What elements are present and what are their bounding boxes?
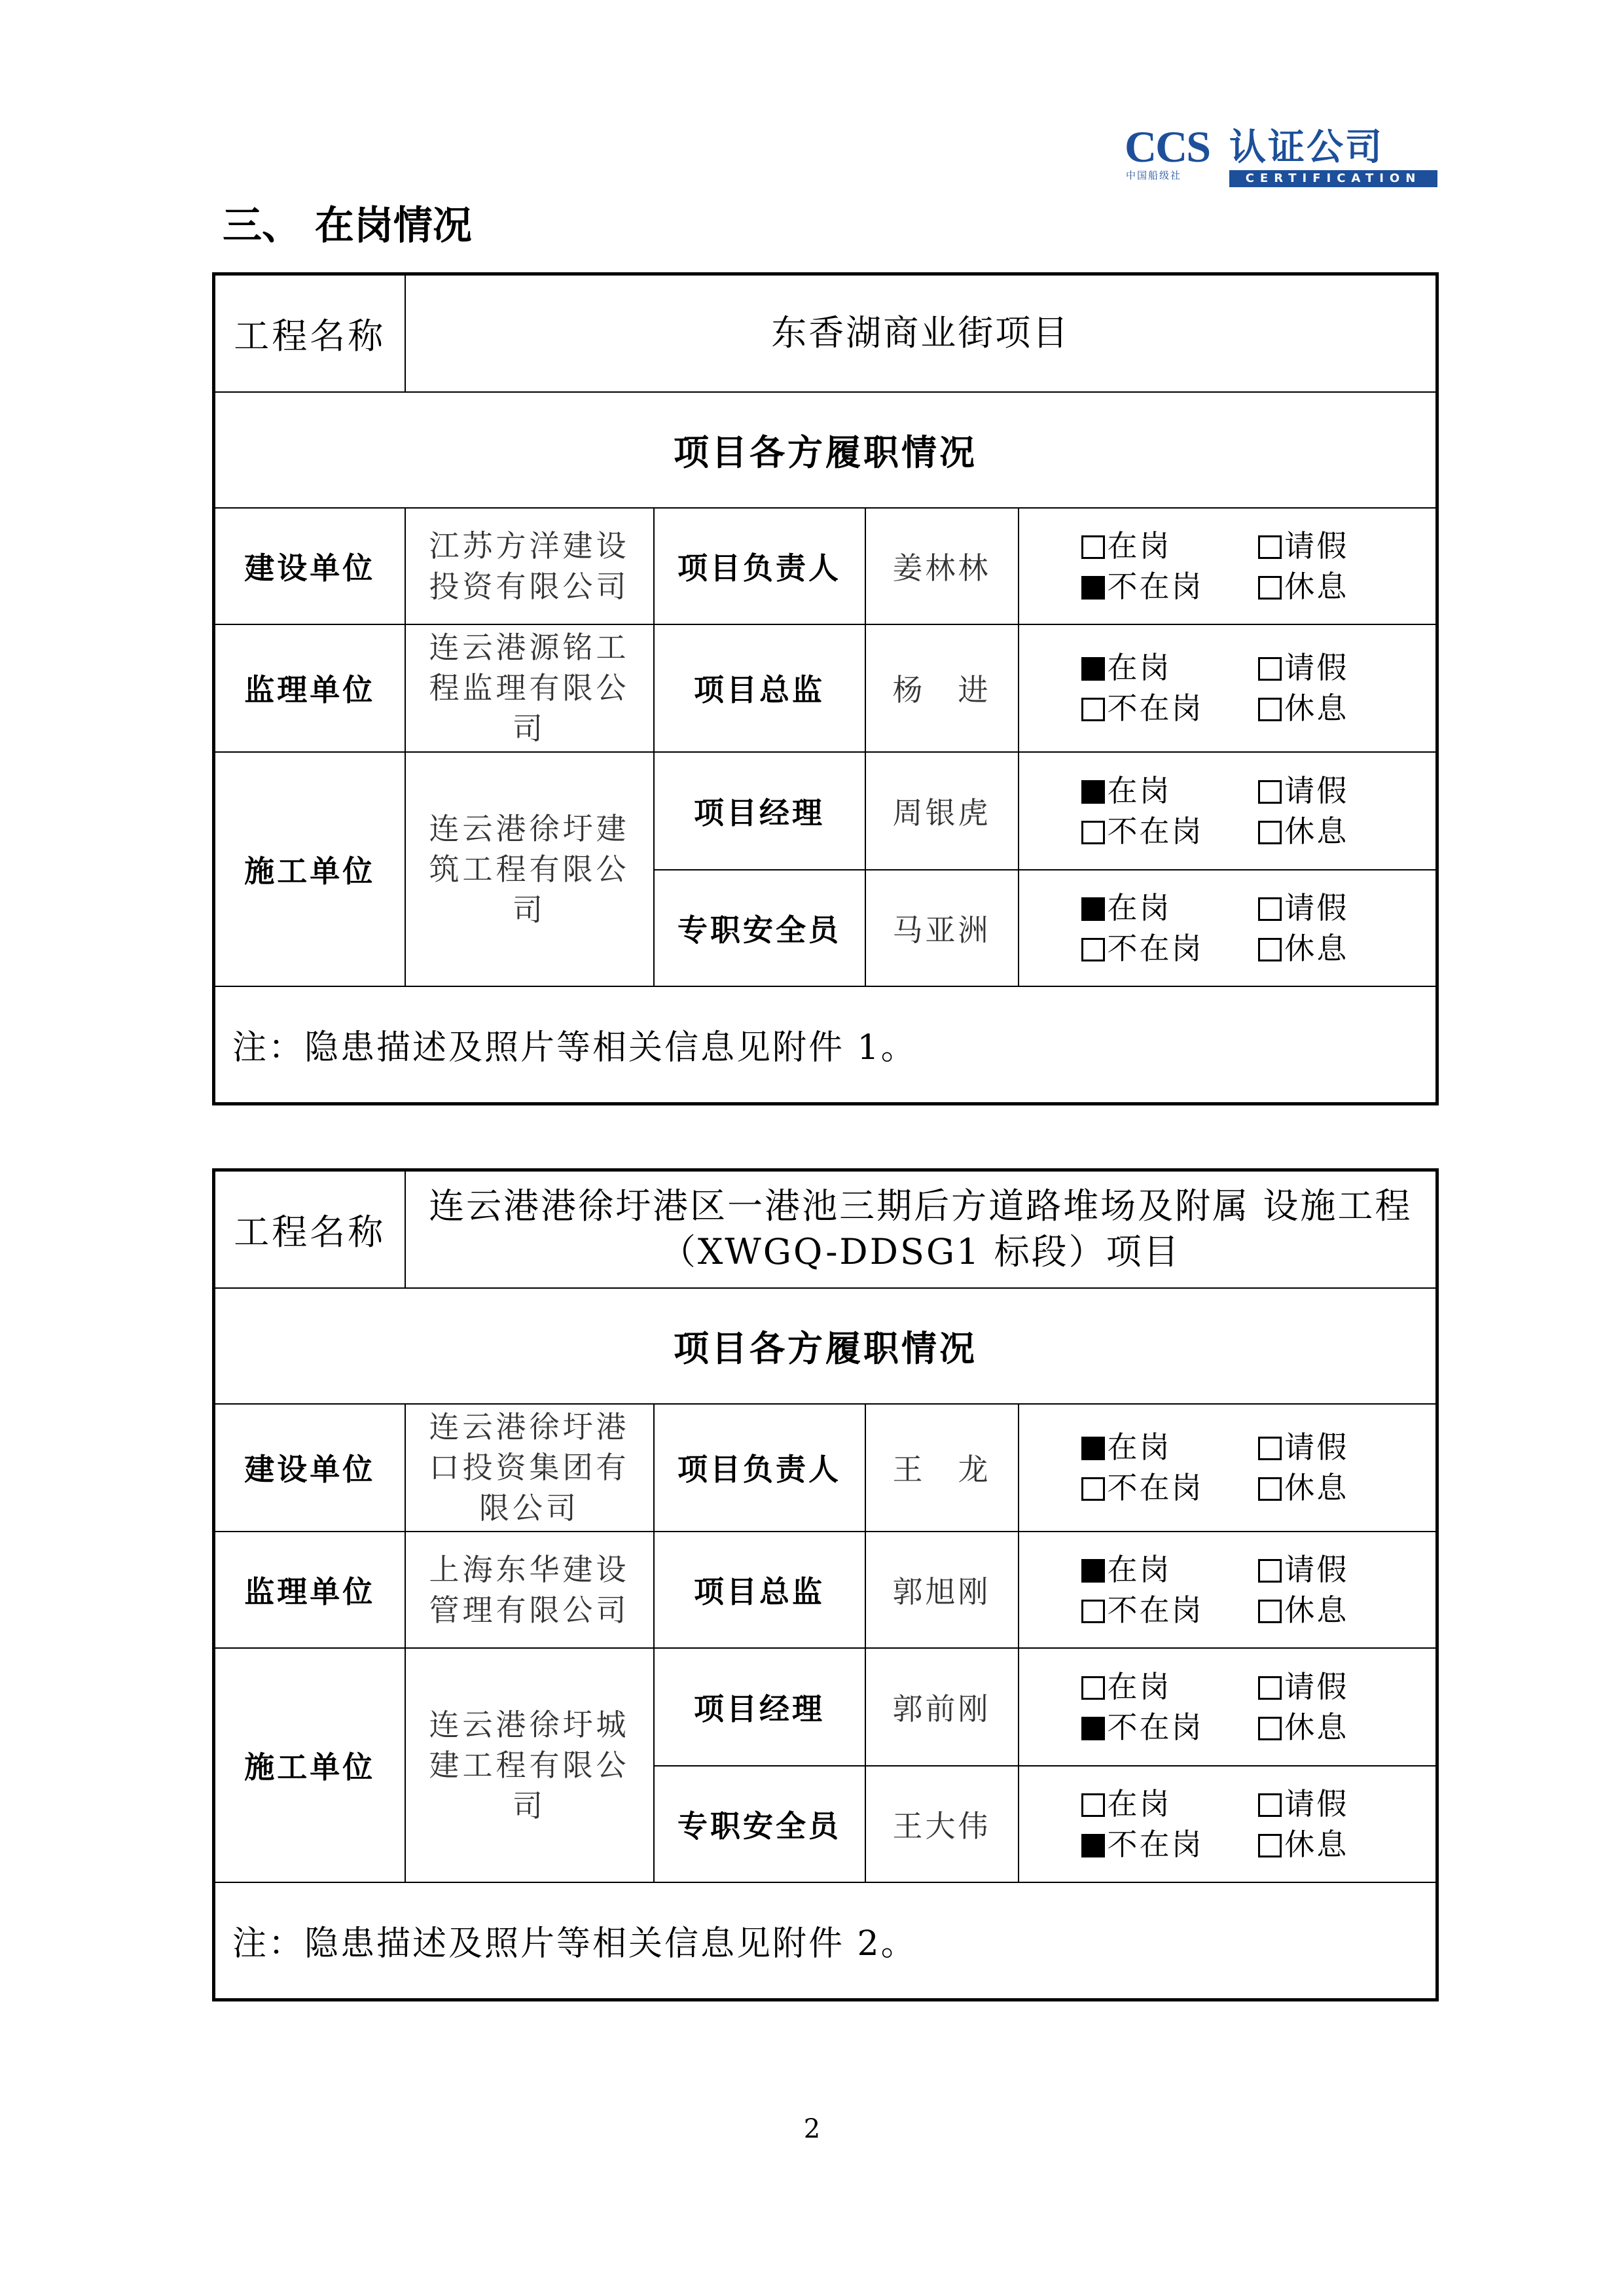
status-option [1081, 1551, 1259, 1588]
status-option [1081, 1469, 1259, 1507]
status-option [1258, 1825, 1435, 1863]
unchecked-box-icon [1258, 1834, 1282, 1857]
staff-role: 项目经理 [654, 1648, 865, 1766]
status-option-label: 请假 [1284, 1551, 1349, 1587]
note-text: 注：隐患描述及照片等相关信息见附件 1。 [214, 986, 1437, 1104]
staff-person: 郭前刚 [865, 1648, 1019, 1766]
status-option-label: 请假 [1284, 1429, 1349, 1465]
unit-type: 监理单位 [214, 1532, 405, 1648]
project-name-label: 工程名称 [214, 274, 405, 392]
status-option-label: 在岗 [1107, 1551, 1172, 1587]
checked-box-icon [1081, 1559, 1105, 1583]
checked-box-icon [1081, 657, 1105, 681]
status-checkbox-group [1019, 1551, 1436, 1629]
staff-role: 项目经理 [654, 752, 865, 870]
status-option [1081, 1785, 1259, 1823]
ccs-logo [1125, 124, 1442, 190]
status-options [1019, 1648, 1437, 1766]
status-option-label: 休息 [1284, 1826, 1349, 1862]
status-option-label: 在岗 [1107, 1429, 1172, 1465]
unit-type: 建设单位 [214, 1404, 405, 1532]
staff-role: 专职安全员 [654, 1766, 865, 1882]
unchecked-box-icon [1258, 1793, 1282, 1817]
status-options [1019, 1532, 1437, 1648]
status-option-label: 休息 [1284, 1470, 1349, 1505]
unchecked-box-icon [1258, 576, 1282, 600]
project-name: 东香湖商业街项目 [405, 274, 1437, 392]
unchecked-box-icon [1258, 1477, 1282, 1501]
status-option-label: 不在岗 [1107, 691, 1204, 726]
status-option [1081, 689, 1259, 727]
status-options [1019, 1404, 1437, 1532]
status-checkbox-group [1019, 527, 1436, 605]
checked-box-icon [1081, 1834, 1105, 1857]
unchecked-box-icon [1258, 1437, 1282, 1460]
status-option [1258, 527, 1435, 565]
unit-type: 施工单位 [214, 752, 405, 986]
status-option [1258, 1428, 1435, 1466]
status-option [1081, 1668, 1259, 1706]
status-option [1258, 567, 1435, 605]
status-options [1019, 508, 1437, 624]
staff-person: 姜林林 [865, 508, 1019, 624]
status-options [1019, 870, 1437, 986]
staff-role: 项目总监 [654, 1532, 865, 1648]
status-checkbox-group [1019, 649, 1436, 727]
status-option-label: 请假 [1284, 772, 1349, 808]
company-name: 江苏方洋建设投资有限公司 [405, 508, 654, 624]
status-option-label: 请假 [1284, 1668, 1349, 1704]
status-options [1019, 752, 1437, 870]
status-option-label: 休息 [1284, 1709, 1349, 1745]
company-name: 上海东华建设管理有限公司 [405, 1532, 654, 1648]
staff-role: 专职安全员 [654, 870, 865, 986]
project-table [212, 272, 1439, 1105]
status-option [1081, 649, 1259, 687]
project-name-label: 工程名称 [214, 1170, 405, 1288]
unchecked-box-icon [1081, 1676, 1105, 1700]
duties-heading: 项目各方履职情况 [214, 392, 1437, 508]
checked-box-icon [1081, 1717, 1105, 1740]
unchecked-box-icon [1081, 821, 1105, 844]
status-option [1258, 1469, 1435, 1507]
status-option-label: 不在岗 [1107, 930, 1204, 966]
staff-person: 马亚洲 [865, 870, 1019, 986]
staff-role: 项目负责人 [654, 1404, 865, 1532]
unchecked-box-icon [1258, 657, 1282, 681]
unchecked-box-icon [1258, 938, 1282, 961]
status-option-label: 在岗 [1107, 650, 1172, 685]
status-option [1081, 567, 1259, 605]
unchecked-box-icon [1258, 780, 1282, 804]
section-title: 三、 在岗情况 [223, 203, 472, 249]
staff-person: 周银虎 [865, 752, 1019, 870]
unchecked-box-icon [1258, 1717, 1282, 1740]
status-option [1258, 772, 1435, 810]
checked-box-icon [1081, 1437, 1105, 1460]
status-option-label: 休息 [1284, 930, 1349, 966]
status-option-label: 休息 [1284, 691, 1349, 726]
checked-box-icon [1081, 780, 1105, 804]
status-option-label: 休息 [1284, 1592, 1349, 1628]
logo-chinese-text: 认证公司 [1229, 126, 1384, 169]
status-option-label: 不在岗 [1107, 1592, 1204, 1628]
unchecked-box-icon [1258, 1676, 1282, 1700]
unit-type: 施工单位 [214, 1648, 405, 1882]
status-option-label: 请假 [1284, 528, 1349, 564]
staff-person: 郭旭刚 [865, 1532, 1019, 1648]
staff-role: 项目总监 [654, 624, 865, 752]
status-option [1258, 889, 1435, 927]
status-option-label: 请假 [1284, 1785, 1349, 1821]
unchecked-box-icon [1258, 1559, 1282, 1583]
status-checkbox-group [1019, 772, 1436, 850]
status-option-label: 在岗 [1107, 1785, 1172, 1821]
staff-person: 王 龙 [865, 1404, 1019, 1532]
unchecked-box-icon [1081, 1477, 1105, 1501]
status-option [1081, 889, 1259, 927]
status-options [1019, 1766, 1437, 1882]
unchecked-box-icon [1258, 897, 1282, 921]
company-name: 连云港徐圩港口投资集团有限公司 [405, 1404, 654, 1532]
unchecked-box-icon [1081, 535, 1105, 559]
status-option [1081, 1708, 1259, 1746]
status-option [1258, 649, 1435, 687]
unchecked-box-icon [1081, 698, 1105, 721]
status-option-label: 请假 [1284, 889, 1349, 925]
status-option [1258, 1668, 1435, 1706]
status-option [1081, 1825, 1259, 1863]
unit-type: 监理单位 [214, 624, 405, 752]
project-name: 连云港港徐圩港区一港池三期后方道路堆场及附属 设施工程（XWGQ-DDSG1 标段）项目 [405, 1170, 1437, 1288]
status-option [1081, 772, 1259, 810]
status-option-label: 不在岗 [1107, 1470, 1204, 1505]
status-option [1258, 689, 1435, 727]
status-option-label: 在岗 [1107, 528, 1172, 564]
status-option-label: 不在岗 [1107, 813, 1204, 849]
project-table [212, 1168, 1439, 2001]
status-checkbox-group [1019, 1668, 1436, 1746]
checked-box-icon [1081, 897, 1105, 921]
status-option-label: 休息 [1284, 568, 1349, 604]
staff-person: 杨 进 [865, 624, 1019, 752]
staff-person: 王大伟 [865, 1766, 1019, 1882]
status-option [1081, 527, 1259, 565]
status-option-label: 休息 [1284, 813, 1349, 849]
company-name: 连云港徐圩城建工程有限公司 [405, 1648, 654, 1882]
unit-type: 建设单位 [214, 508, 405, 624]
unchecked-box-icon [1081, 1793, 1105, 1817]
status-option-label: 在岗 [1107, 889, 1172, 925]
status-option [1081, 1591, 1259, 1629]
status-option [1258, 1785, 1435, 1823]
status-option [1081, 929, 1259, 967]
company-name: 连云港徐圩建筑工程有限公司 [405, 752, 654, 986]
logo-ccs-subtext: 中国船级社 [1126, 170, 1182, 181]
status-option-label: 在岗 [1107, 1668, 1172, 1704]
status-option [1258, 812, 1435, 850]
page-number: 2 [803, 2114, 821, 2144]
status-option-label: 不在岗 [1107, 568, 1204, 604]
unchecked-box-icon [1081, 1600, 1105, 1623]
status-checkbox-group [1019, 1428, 1436, 1507]
status-checkbox-group [1019, 889, 1436, 967]
unchecked-box-icon [1258, 535, 1282, 559]
unchecked-box-icon [1081, 938, 1105, 961]
checked-box-icon [1081, 576, 1105, 600]
logo-certification-bar: CERTIFICATION [1229, 170, 1437, 187]
staff-role: 项目负责人 [654, 508, 865, 624]
status-option [1258, 1591, 1435, 1629]
status-option-label: 不在岗 [1107, 1709, 1204, 1745]
unchecked-box-icon [1258, 821, 1282, 844]
status-option [1081, 1428, 1259, 1466]
status-option [1081, 812, 1259, 850]
unchecked-box-icon [1258, 698, 1282, 721]
status-option [1258, 929, 1435, 967]
status-option [1258, 1551, 1435, 1588]
status-option-label: 不在岗 [1107, 1826, 1204, 1862]
status-option [1258, 1708, 1435, 1746]
status-option-label: 在岗 [1107, 772, 1172, 808]
status-option-label: 请假 [1284, 650, 1349, 685]
status-options [1019, 624, 1437, 752]
unchecked-box-icon [1258, 1600, 1282, 1623]
logo-ccs-text: CCS [1125, 122, 1210, 171]
note-text: 注：隐患描述及照片等相关信息见附件 2。 [214, 1882, 1437, 2000]
status-checkbox-group [1019, 1785, 1436, 1863]
duties-heading: 项目各方履职情况 [214, 1288, 1437, 1404]
company-name: 连云港源铭工程监理有限公司 [405, 624, 654, 752]
